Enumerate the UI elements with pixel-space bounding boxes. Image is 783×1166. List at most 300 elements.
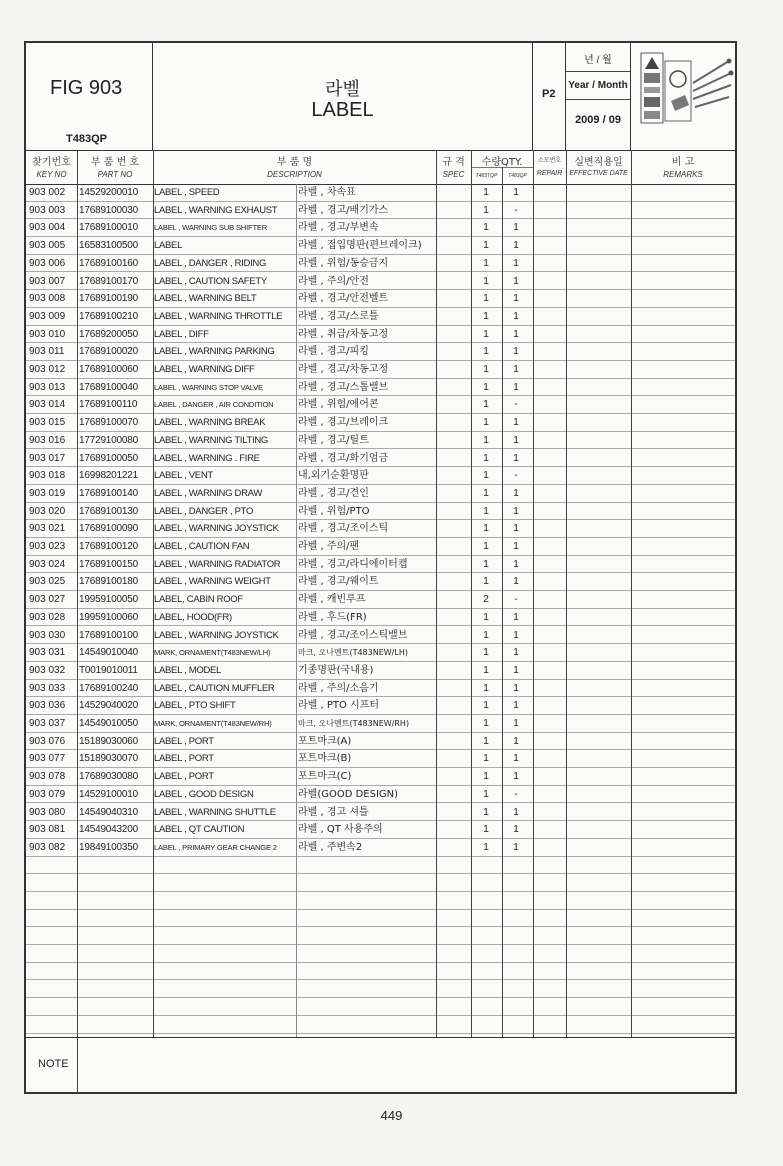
key-number: 903 033 xyxy=(29,682,66,694)
description-korean: 라벨 , PTO 시프터 xyxy=(298,700,380,712)
description-english: LABEL , WARNING JOYSTICK xyxy=(154,629,279,641)
description-korean: 라벨 , 경고/라디에이터캡 xyxy=(298,558,408,570)
qty-t483tqp: 1 xyxy=(483,505,489,517)
table-row xyxy=(26,450,735,468)
part-number: 14549043200 xyxy=(79,824,138,836)
table-row xyxy=(26,343,735,361)
qty-t483qp: 1 xyxy=(513,257,519,269)
table-row xyxy=(26,237,735,255)
part-number: 17689100150 xyxy=(79,558,138,570)
key-number: 903 081 xyxy=(29,824,66,836)
description-korean: 라벨 , 경고/스톱밸브 xyxy=(298,381,389,393)
description-korean: 라벨 , 접입명판(편브레이크) xyxy=(298,240,422,252)
key-number: 903 079 xyxy=(29,788,66,800)
description-korean: 내,외기순환명판 xyxy=(298,470,369,482)
key-number: 903 025 xyxy=(29,576,66,588)
qty-t483tqp: 1 xyxy=(483,771,489,783)
part-number: T0019010011 xyxy=(79,664,138,676)
qty-t483tqp: 1 xyxy=(483,523,489,535)
key-number: 903 030 xyxy=(29,629,66,641)
table-row xyxy=(26,361,735,379)
col-qty-sub1: T483TQP xyxy=(475,173,498,179)
year-month-korean: 년 / 월 xyxy=(584,55,612,66)
table-row xyxy=(26,750,735,768)
qty-t483tqp: 1 xyxy=(483,753,489,765)
key-number: 903 076 xyxy=(29,735,66,747)
qty-t483tqp: 1 xyxy=(483,346,489,358)
qty-t483qp: 1 xyxy=(513,771,519,783)
part-number: 17729100080 xyxy=(79,434,138,446)
part-number: 14549010040 xyxy=(79,647,138,659)
description-korean: 라벨 , 차속표 xyxy=(298,187,356,198)
qty-t483tqp: 1 xyxy=(483,788,489,800)
qty-t483qp: - xyxy=(514,788,518,800)
key-number: 903 016 xyxy=(29,434,66,446)
qty-t483tqp: 1 xyxy=(483,240,489,252)
col-part-korean: 부 품 번 호 xyxy=(90,157,140,168)
part-number: 15189030060 xyxy=(79,735,138,747)
qty-t483tqp: 1 xyxy=(483,487,489,499)
key-number: 903 007 xyxy=(29,275,66,287)
part-number: 17689100070 xyxy=(79,417,138,429)
table-row xyxy=(26,874,735,892)
part-number: 19959100060 xyxy=(79,611,138,623)
part-number: 17689100060 xyxy=(79,364,138,375)
description-korean: 라벨 , 위험/동승금지 xyxy=(298,257,389,269)
fig-number: FIG 903 xyxy=(50,77,123,99)
description-korean: 마크, 오나멘트(T483NEW/RH) xyxy=(298,719,410,728)
description-english: LABEL , WARNING . FIRE xyxy=(154,452,260,464)
description-english: LABEL , PTO SHIFT xyxy=(154,700,236,712)
description-english: LABEL , WARNING WEIGHT xyxy=(154,576,271,588)
key-number: 903 023 xyxy=(29,541,66,552)
key-number: 903 014 xyxy=(29,399,66,411)
col-qty-korean: 수량QTY. xyxy=(481,157,523,168)
qty-t483qp: 1 xyxy=(513,682,519,694)
part-number: 17689100210 xyxy=(79,310,138,322)
key-number: 903 002 xyxy=(29,187,66,198)
key-number: 903 015 xyxy=(29,417,66,429)
description-korean: 기종명판(국내용) xyxy=(298,664,374,676)
table-row xyxy=(26,326,735,344)
description-korean: 포트마크(A) xyxy=(298,735,352,747)
table-row xyxy=(26,432,735,450)
part-number: 17689200050 xyxy=(79,328,138,340)
description-english: LABEL , WARNING SUB SHIFTER xyxy=(154,223,268,233)
safety-label-picture xyxy=(631,43,735,150)
description-english: LABEL , WARNING EXHAUST xyxy=(154,204,278,216)
qty-t483tqp: 1 xyxy=(483,452,489,464)
title-cell xyxy=(153,43,533,150)
key-number: 903 037 xyxy=(29,718,66,729)
part-number: 14529100010 xyxy=(79,788,138,800)
qty-t483qp: 1 xyxy=(513,452,519,464)
key-number: 903 006 xyxy=(29,257,66,269)
description-english: LABEL xyxy=(154,240,183,252)
qty-t483tqp: 1 xyxy=(483,434,489,446)
description-english: LABEL , PORT xyxy=(154,753,214,765)
col-spec-english: SPEC xyxy=(442,170,465,179)
description-english: LABEL , WARNING DRAW xyxy=(154,487,263,499)
part-number: 17689100140 xyxy=(79,487,138,499)
key-number: 903 018 xyxy=(29,470,66,482)
qty-t483qp: 1 xyxy=(513,576,519,588)
qty-t483tqp: 1 xyxy=(483,558,489,570)
key-number: 903 012 xyxy=(29,364,66,375)
table-row xyxy=(26,467,735,485)
qty-t483qp: 1 xyxy=(513,364,519,375)
qty-t483tqp: 1 xyxy=(483,204,489,216)
qty-t483qp: - xyxy=(514,594,518,606)
year-month-cell xyxy=(566,43,631,150)
description-korean: 라벨 , 위험/PTO xyxy=(298,505,370,517)
qty-t483qp: 1 xyxy=(513,611,519,623)
parts-sheet xyxy=(24,41,737,1094)
table-row xyxy=(26,892,735,910)
key-number: 903 021 xyxy=(29,523,66,535)
table-row xyxy=(26,573,735,591)
description-english: LABEL , WARNING BREAK xyxy=(154,417,266,429)
table-row xyxy=(26,697,735,715)
qty-t483qp: - xyxy=(514,204,518,216)
qty-t483qp: 1 xyxy=(513,841,519,853)
part-number: 17689100130 xyxy=(79,505,138,517)
table-row xyxy=(26,290,735,308)
description-korean: 라벨 , 주의/팬 xyxy=(298,541,360,552)
qty-t483qp: 1 xyxy=(513,275,519,287)
description-english: LABEL , PRIMARY GEAR CHANGE 2 xyxy=(154,842,277,852)
qty-t483tqp: 1 xyxy=(483,364,489,375)
page-code: P2 xyxy=(542,88,556,100)
table-row xyxy=(26,556,735,574)
qty-t483qp: 1 xyxy=(513,558,519,570)
fig-cell xyxy=(26,43,153,150)
qty-t483qp: 1 xyxy=(513,647,519,659)
qty-t483qp: 1 xyxy=(513,523,519,535)
table-row xyxy=(26,644,735,662)
description-english: LABEL , SPEED xyxy=(154,187,220,198)
title-english: LABEL xyxy=(311,99,374,121)
qty-t483qp: 1 xyxy=(513,487,519,499)
table-row xyxy=(26,1016,735,1034)
qty-t483qp: 1 xyxy=(513,806,519,818)
description-korean: 라벨 , 경고/조이스틱 xyxy=(298,523,389,535)
col-repair-english: REPAIR xyxy=(536,170,563,177)
qty-t483qp: 1 xyxy=(513,541,519,552)
description-korean: 라벨 , 경고/틸트 xyxy=(298,434,369,446)
table-row xyxy=(26,927,735,945)
description-korean: 라벨 , 경고/브레이크 xyxy=(298,417,389,429)
key-number: 903 011 xyxy=(29,346,65,358)
description-korean: 포트마크(B) xyxy=(298,753,352,765)
description-korean: 라벨 , 위험/에어콘 xyxy=(298,399,379,411)
table-row xyxy=(26,998,735,1016)
part-number: 17689100180 xyxy=(79,576,138,588)
key-number: 903 032 xyxy=(29,664,66,676)
description-english: LABEL , WARNING SHUTTLE xyxy=(154,806,276,818)
qty-t483qp: 1 xyxy=(513,718,519,729)
part-number: 17689100240 xyxy=(79,682,138,694)
description-english: LABEL , WARNING DIFF xyxy=(154,364,255,375)
qty-t483tqp: 1 xyxy=(483,824,489,836)
table-row xyxy=(26,184,735,202)
table-row xyxy=(26,503,735,521)
description-korean: 라벨(GOOD DESIGN) xyxy=(298,788,399,800)
table-row xyxy=(26,273,735,291)
qty-t483qp: 1 xyxy=(513,240,519,252)
description-korean: 라벨 , 경고/피킹 xyxy=(298,346,369,358)
note-label: NOTE xyxy=(38,1058,69,1070)
qty-t483tqp: 1 xyxy=(483,576,489,588)
description-english: LABEL , GOOD DESIGN xyxy=(154,788,254,800)
description-korean: 라벨 , 경고/스로틀 xyxy=(298,310,379,322)
table-row xyxy=(26,591,735,609)
part-number: 17689100100 xyxy=(79,629,138,641)
qty-t483tqp: 1 xyxy=(483,257,489,269)
note-section xyxy=(26,1037,735,1093)
description-korean: 라벨 , 경고/차동고정 xyxy=(298,364,389,375)
page-code-cell xyxy=(533,43,566,150)
description-english: LABEL , CAUTION FAN xyxy=(154,541,250,552)
qty-t483qp: 1 xyxy=(513,434,519,446)
qty-t483tqp: 1 xyxy=(483,700,489,712)
table-row xyxy=(26,308,735,326)
qty-t483qp: 1 xyxy=(513,753,519,765)
table-row xyxy=(26,255,735,273)
col-part-english: PART NO xyxy=(97,170,133,179)
qty-t483tqp: 1 xyxy=(483,275,489,287)
description-korean: 라벨 , 주의/안전 xyxy=(298,275,369,287)
description-english: LABEL , WARNING JOYSTICK xyxy=(154,523,279,535)
table-row xyxy=(26,219,735,237)
description-english: LABEL , WARNING STOP VALVE xyxy=(154,382,263,392)
qty-t483tqp: 1 xyxy=(483,417,489,429)
qty-t483qp: 1 xyxy=(513,735,519,747)
qty-t483tqp: 1 xyxy=(483,806,489,818)
description-english: MARK, ORNAMENT(T483NEW/RH) xyxy=(154,719,272,728)
qty-t483qp: 1 xyxy=(513,293,519,305)
key-number: 903 036 xyxy=(29,700,66,712)
qty-t483qp: 1 xyxy=(513,700,519,712)
table-row xyxy=(26,821,735,839)
table-row xyxy=(26,804,735,822)
description-korean: 라벨 , QT 사용주의 xyxy=(298,824,383,836)
qty-t483qp: 1 xyxy=(513,629,519,641)
key-number: 903 003 xyxy=(29,204,66,216)
qty-t483tqp: 1 xyxy=(483,735,489,747)
description-english: LABEL, CABIN ROOF xyxy=(154,594,243,606)
qty-t483tqp: 1 xyxy=(483,718,489,729)
qty-t483tqp: 1 xyxy=(483,541,489,552)
page-number: 449 xyxy=(380,1108,403,1123)
qty-t483tqp: 1 xyxy=(483,841,489,853)
table-row xyxy=(26,680,735,698)
description-english: LABEL , WARNING PARKING xyxy=(154,346,275,358)
part-number: 17689100170 xyxy=(79,275,138,287)
warning-label-icon xyxy=(631,43,735,150)
qty-t483qp: 1 xyxy=(513,222,519,234)
key-number: 903 024 xyxy=(29,558,66,570)
part-number: 17689100190 xyxy=(79,293,138,305)
key-number: 903 080 xyxy=(29,806,66,818)
key-number: 903 010 xyxy=(29,328,66,340)
key-number: 903 009 xyxy=(29,310,66,322)
key-number: 903 027 xyxy=(29,594,66,606)
qty-t483tqp: 1 xyxy=(483,187,489,198)
part-number: 14549010050 xyxy=(79,718,138,729)
table-row xyxy=(26,396,735,414)
part-number: 17689100020 xyxy=(79,346,138,358)
qty-t483qp: - xyxy=(514,470,518,482)
part-number: 17689100120 xyxy=(79,541,138,552)
table-row xyxy=(26,485,735,503)
qty-t483qp: 1 xyxy=(513,505,519,517)
table-row xyxy=(26,857,735,875)
table-row xyxy=(26,202,735,220)
col-key-korean: 찾기번호 xyxy=(32,157,71,168)
col-desc-english: DESCRIPTION xyxy=(267,170,322,179)
key-number: 903 017 xyxy=(29,452,66,464)
key-number: 903 013 xyxy=(29,381,66,393)
col-remarks-english: REMARKS xyxy=(663,170,703,179)
key-number: 903 004 xyxy=(29,222,66,234)
part-number: 17689100090 xyxy=(79,523,138,535)
col-remarks-korean: 비 고 xyxy=(671,157,695,168)
qty-t483tqp: 1 xyxy=(483,293,489,305)
sheet-header xyxy=(26,43,735,151)
col-key-english: KEY NO xyxy=(36,170,67,179)
description-korean: 라벨 , 경고/화기엄금 xyxy=(298,452,389,464)
key-number: 903 078 xyxy=(29,771,66,783)
table-row xyxy=(26,839,735,857)
description-english: LABEL , CAUTION SAFETY xyxy=(154,275,267,287)
part-number: 17689100010 xyxy=(79,222,138,234)
qty-t483tqp: 1 xyxy=(483,328,489,340)
description-korean: 라벨 , 경고/부변속 xyxy=(298,222,379,234)
column-header xyxy=(26,150,735,185)
description-english: MARK, ORNAMENT(T483NEW/LH) xyxy=(154,648,271,658)
col-desc-korean: 부 품 명 xyxy=(276,157,313,168)
description-english: LABEL , DANGER , RIDING xyxy=(154,257,267,269)
part-number: 14549040310 xyxy=(79,806,138,818)
description-english: LABEL , PORT xyxy=(154,771,214,783)
description-english: LABEL , WARNING THROTTLE xyxy=(154,310,283,322)
description-korean: 라벨 , 경고/견인 xyxy=(298,487,369,499)
table-row xyxy=(26,715,735,733)
table-row xyxy=(26,910,735,928)
table-row xyxy=(26,981,735,999)
table-row xyxy=(26,520,735,538)
description-english: LABEL , DANGER , PTO xyxy=(154,505,254,517)
col-spec-korean: 규 격 xyxy=(442,157,465,168)
description-english: LABEL , WARNING BELT xyxy=(154,293,257,305)
qty-t483tqp: 1 xyxy=(483,310,489,322)
description-english: LABEL , WARNING RADIATOR xyxy=(154,558,281,570)
qty-t483tqp: 1 xyxy=(483,664,489,676)
col-repair-korean: 소모번호 xyxy=(537,157,562,164)
year-month-english: Year / Month xyxy=(566,71,630,100)
table-row xyxy=(26,786,735,804)
qty-t483tqp: 2 xyxy=(483,594,489,606)
part-number: 16998201221 xyxy=(79,470,138,482)
table-row xyxy=(26,733,735,751)
qty-t483tqp: 1 xyxy=(483,629,489,641)
qty-t483tqp: 1 xyxy=(483,682,489,694)
qty-t483qp: - xyxy=(514,399,518,411)
qty-t483tqp: 1 xyxy=(483,399,489,411)
description-english: LABEL , DANGER , AIR CONDITION xyxy=(154,400,274,410)
part-number: 17689100160 xyxy=(79,257,138,269)
model-code: T483QP xyxy=(66,133,107,145)
key-number: 903 019 xyxy=(29,487,66,499)
part-number: 17689100040 xyxy=(79,381,138,393)
qty-t483tqp: 1 xyxy=(483,647,489,659)
description-korean: 라벨 , 주의/소음기 xyxy=(298,682,379,694)
description-korean: 라벨 , 캐빈루프 xyxy=(298,594,366,606)
table-row xyxy=(26,945,735,963)
part-number: 15189030070 xyxy=(79,753,138,765)
key-number: 903 082 xyxy=(29,841,66,853)
qty-t483tqp: 1 xyxy=(483,611,489,623)
table-row xyxy=(26,414,735,432)
part-number: 19849100350 xyxy=(79,841,138,853)
key-number: 903 031 xyxy=(29,647,66,659)
description-korean: 라벨 , 경고/웨이트 xyxy=(298,576,379,588)
title-korean: 라벨 xyxy=(325,79,360,100)
table-row xyxy=(26,609,735,627)
key-number: 903 020 xyxy=(29,505,66,517)
description-korean: 라벨 , 주변속2 xyxy=(298,841,363,853)
qty-t483qp: 1 xyxy=(513,328,519,340)
description-english: LABEL , PORT xyxy=(154,735,214,747)
description-korean: 포트마크(C) xyxy=(298,771,352,783)
description-english: LABEL , VENT xyxy=(154,470,213,482)
qty-t483qp: 1 xyxy=(513,346,519,358)
qty-t483qp: 1 xyxy=(513,824,519,836)
part-number: 16583100500 xyxy=(79,240,138,252)
table-row xyxy=(26,627,735,645)
description-english: LABEL, HOOD(FR) xyxy=(154,611,232,623)
table-row xyxy=(26,662,735,680)
part-number: 14529040020 xyxy=(79,700,138,712)
qty-t483tqp: 1 xyxy=(483,381,489,393)
description-english: LABEL , WARNING TILTING xyxy=(154,434,268,446)
col-effective-english: EFFECTIVE DATE xyxy=(569,170,628,177)
description-korean: 라벨 , 경고 셔틀 xyxy=(298,806,369,818)
qty-t483qp: 1 xyxy=(513,664,519,676)
part-number: 19959100050 xyxy=(79,594,138,606)
part-number: 14529200010 xyxy=(79,187,138,198)
qty-t483tqp: 1 xyxy=(483,470,489,482)
part-number: 17689100030 xyxy=(79,204,138,216)
year-month-value: 2009 / 09 xyxy=(575,114,621,126)
key-number: 903 005 xyxy=(29,240,66,252)
table-row xyxy=(26,379,735,397)
key-number: 903 028 xyxy=(29,611,66,623)
description-korean: 마크, 오나멘트(T483NEW/LH) xyxy=(298,648,408,658)
part-number: 17689100110 xyxy=(79,399,138,411)
description-korean: 라벨 , 취급/차동고정 xyxy=(298,328,389,340)
table-row xyxy=(26,963,735,981)
key-number: 903 077 xyxy=(29,753,66,765)
qty-t483qp: 1 xyxy=(513,381,519,393)
description-korean: 라벨 , 후드(FR) xyxy=(298,611,367,623)
qty-t483tqp: 1 xyxy=(483,222,489,234)
col-qty-sub2: T483QP xyxy=(508,173,527,179)
description-korean: 라벨 , 경고/조이스틱밸브 xyxy=(298,629,408,641)
table-row xyxy=(26,538,735,556)
qty-t483qp: 1 xyxy=(513,187,519,198)
